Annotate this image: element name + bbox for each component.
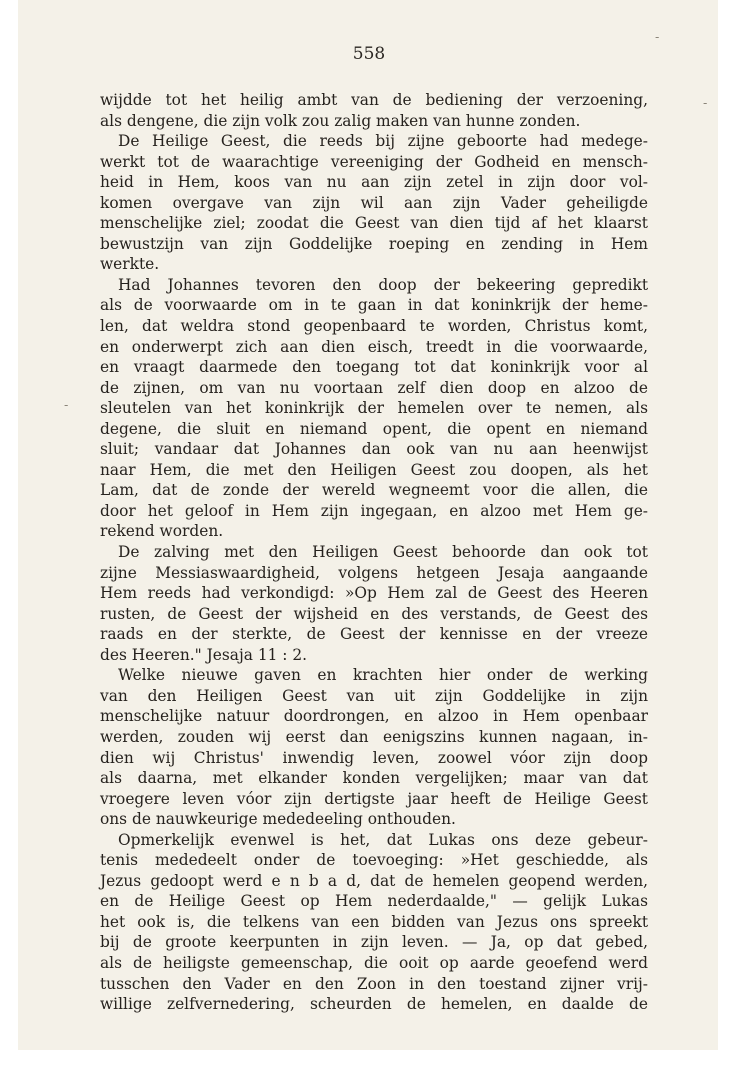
text-line: Had Johannes tevoren den doop der bekeering gepredikt xyxy=(118,275,648,294)
text-line: De Heilige Geest, die reeds bij zijne geboorte had medege- xyxy=(118,132,648,151)
paragraph xyxy=(100,275,648,542)
margin-mark: - xyxy=(64,398,69,412)
text-line: ons de nauwkeurige mededeeling onthouden. xyxy=(100,810,456,829)
text-line: len, dat weldra stond geopenbaard te worden, Christus komt, xyxy=(100,317,648,336)
text-line: komen overgave van zijn wil aan zijn Vader geheiligde xyxy=(100,193,648,212)
text-line: werkte. xyxy=(100,255,160,274)
text-line: menschelijke natuur doordrongen, en alzoo in Hem openbaar xyxy=(100,707,648,726)
paragraph xyxy=(100,90,648,131)
text-line: menschelijke ziel; zoodat die Geest van dien tijd af het klaarst xyxy=(100,214,648,233)
text-line: degene, die sluit en niemand opent, die opent en niemand xyxy=(100,419,648,438)
text-line: De zalving met den Heiligen Geest behoorde dan ook tot xyxy=(118,543,648,562)
text-line: als de heiligste gemeenschap, die ooit op aarde geoefend werd xyxy=(100,953,648,972)
text-line: als de voorwaarde om in te gaan in dat koninkrijk der heme- xyxy=(100,296,648,315)
paragraph xyxy=(100,131,648,275)
paragraph xyxy=(100,542,648,665)
text-line: wijdde tot het heilig ambt van de bediening der verzoening, xyxy=(100,91,648,109)
page-body xyxy=(100,90,648,1015)
page-number: 558 xyxy=(352,44,386,64)
text-line: raads en der sterkte, de Geest der kennisse en der vreeze xyxy=(100,625,648,644)
text-line: Welke nieuwe gaven en krachten hier onder de werking xyxy=(118,666,648,685)
text-line: Opmerkelijk evenwel is het, dat Lukas ons deze gebeur- xyxy=(118,830,648,849)
text-line: werkt tot de waarachtige vereeniging der Godheid en mensch- xyxy=(100,152,648,171)
text-line: tusschen den Vader en den Zoon in den toestand zijner vrij- xyxy=(100,974,648,993)
text-line: dien wij Christus' inwendig leven, zoowel vóor zijn doop xyxy=(100,748,648,767)
text-line: rusten, de Geest der wijsheid en des verstands, de Geest des xyxy=(100,604,648,623)
text-line: rekend worden. xyxy=(100,522,224,541)
text-line: willige zelfvernedering, scheurden de hemelen, en daalde de xyxy=(100,995,648,1014)
text-line: en de Heilige Geest op Hem nederdaalde," — gelijk Lukas xyxy=(100,892,648,911)
corner-mark: ‑ xyxy=(655,30,660,44)
text-line: bewustzijn van zijn Goddelijke roeping en zending in Hem xyxy=(100,234,648,253)
text-line: zijne Messiaswaardigheid, volgens hetgeen Jesaja aangaande xyxy=(100,563,648,582)
text-line: de zijnen, om van nu voortaan zelf dien doop en alzoo de xyxy=(100,378,648,397)
text-line: Lam, dat de zonde der wereld wegneemt voor die allen, die xyxy=(100,481,648,500)
paragraph xyxy=(100,665,648,829)
text-line: en vraagt daarmede den toegang tot dat koninkrijk voor al xyxy=(100,358,648,377)
text-line: tenis mededeelt onder de toevoeging: »Het geschiedde, als xyxy=(100,851,648,870)
text-line: sleutelen van het koninkrijk der hemelen over te nemen, als xyxy=(100,399,648,418)
paragraph xyxy=(100,830,648,1015)
text-line: van den Heiligen Geest van uit zijn Goddelijke in zijn xyxy=(100,686,648,705)
text-line: het ook is, die telkens van een bidden van Jezus ons spreekt xyxy=(100,912,648,931)
text-line: en onderwerpt zich aan dien eisch, treedt in die voorwaarde, xyxy=(100,337,648,356)
text-line: als dengene, die zijn volk zou zalig maken van hunne zonden. xyxy=(100,111,581,130)
text-line: door het geloof in Hem zijn ingegaan, en alzoo met Hem ge- xyxy=(100,501,648,520)
text-line: naar Hem, die met den Heiligen Geest zou doopen, als het xyxy=(100,460,648,479)
text-line: bij de groote keerpunten in zijn leven. — Ja, op dat gebed, xyxy=(100,933,648,952)
text-line: als daarna, met elkander konden vergelijken; maar van dat xyxy=(100,769,648,788)
text-line: heid in Hem, koos van nu aan zijn zetel in zijn door vol- xyxy=(100,173,648,192)
text-line: sluit; vandaar dat Johannes dan ook van nu aan heenwijst xyxy=(100,440,648,459)
text-line: Jezus gedoopt werd e n b a d, dat de hemelen geopend werden, xyxy=(100,871,648,890)
text-line: werden, zouden wij eerst dan eenigszins kunnen nagaan, in- xyxy=(100,727,648,746)
margin-mark: - xyxy=(703,96,708,110)
text-line: vroegere leven vóor zijn dertigste jaar heeft de Heilige Geest xyxy=(100,789,648,808)
text-line: Hem reeds had verkondigd: »Op Hem zal de Geest des Heeren xyxy=(100,584,648,603)
text-line: des Heeren." Jesaja 11 : 2. xyxy=(100,645,308,664)
